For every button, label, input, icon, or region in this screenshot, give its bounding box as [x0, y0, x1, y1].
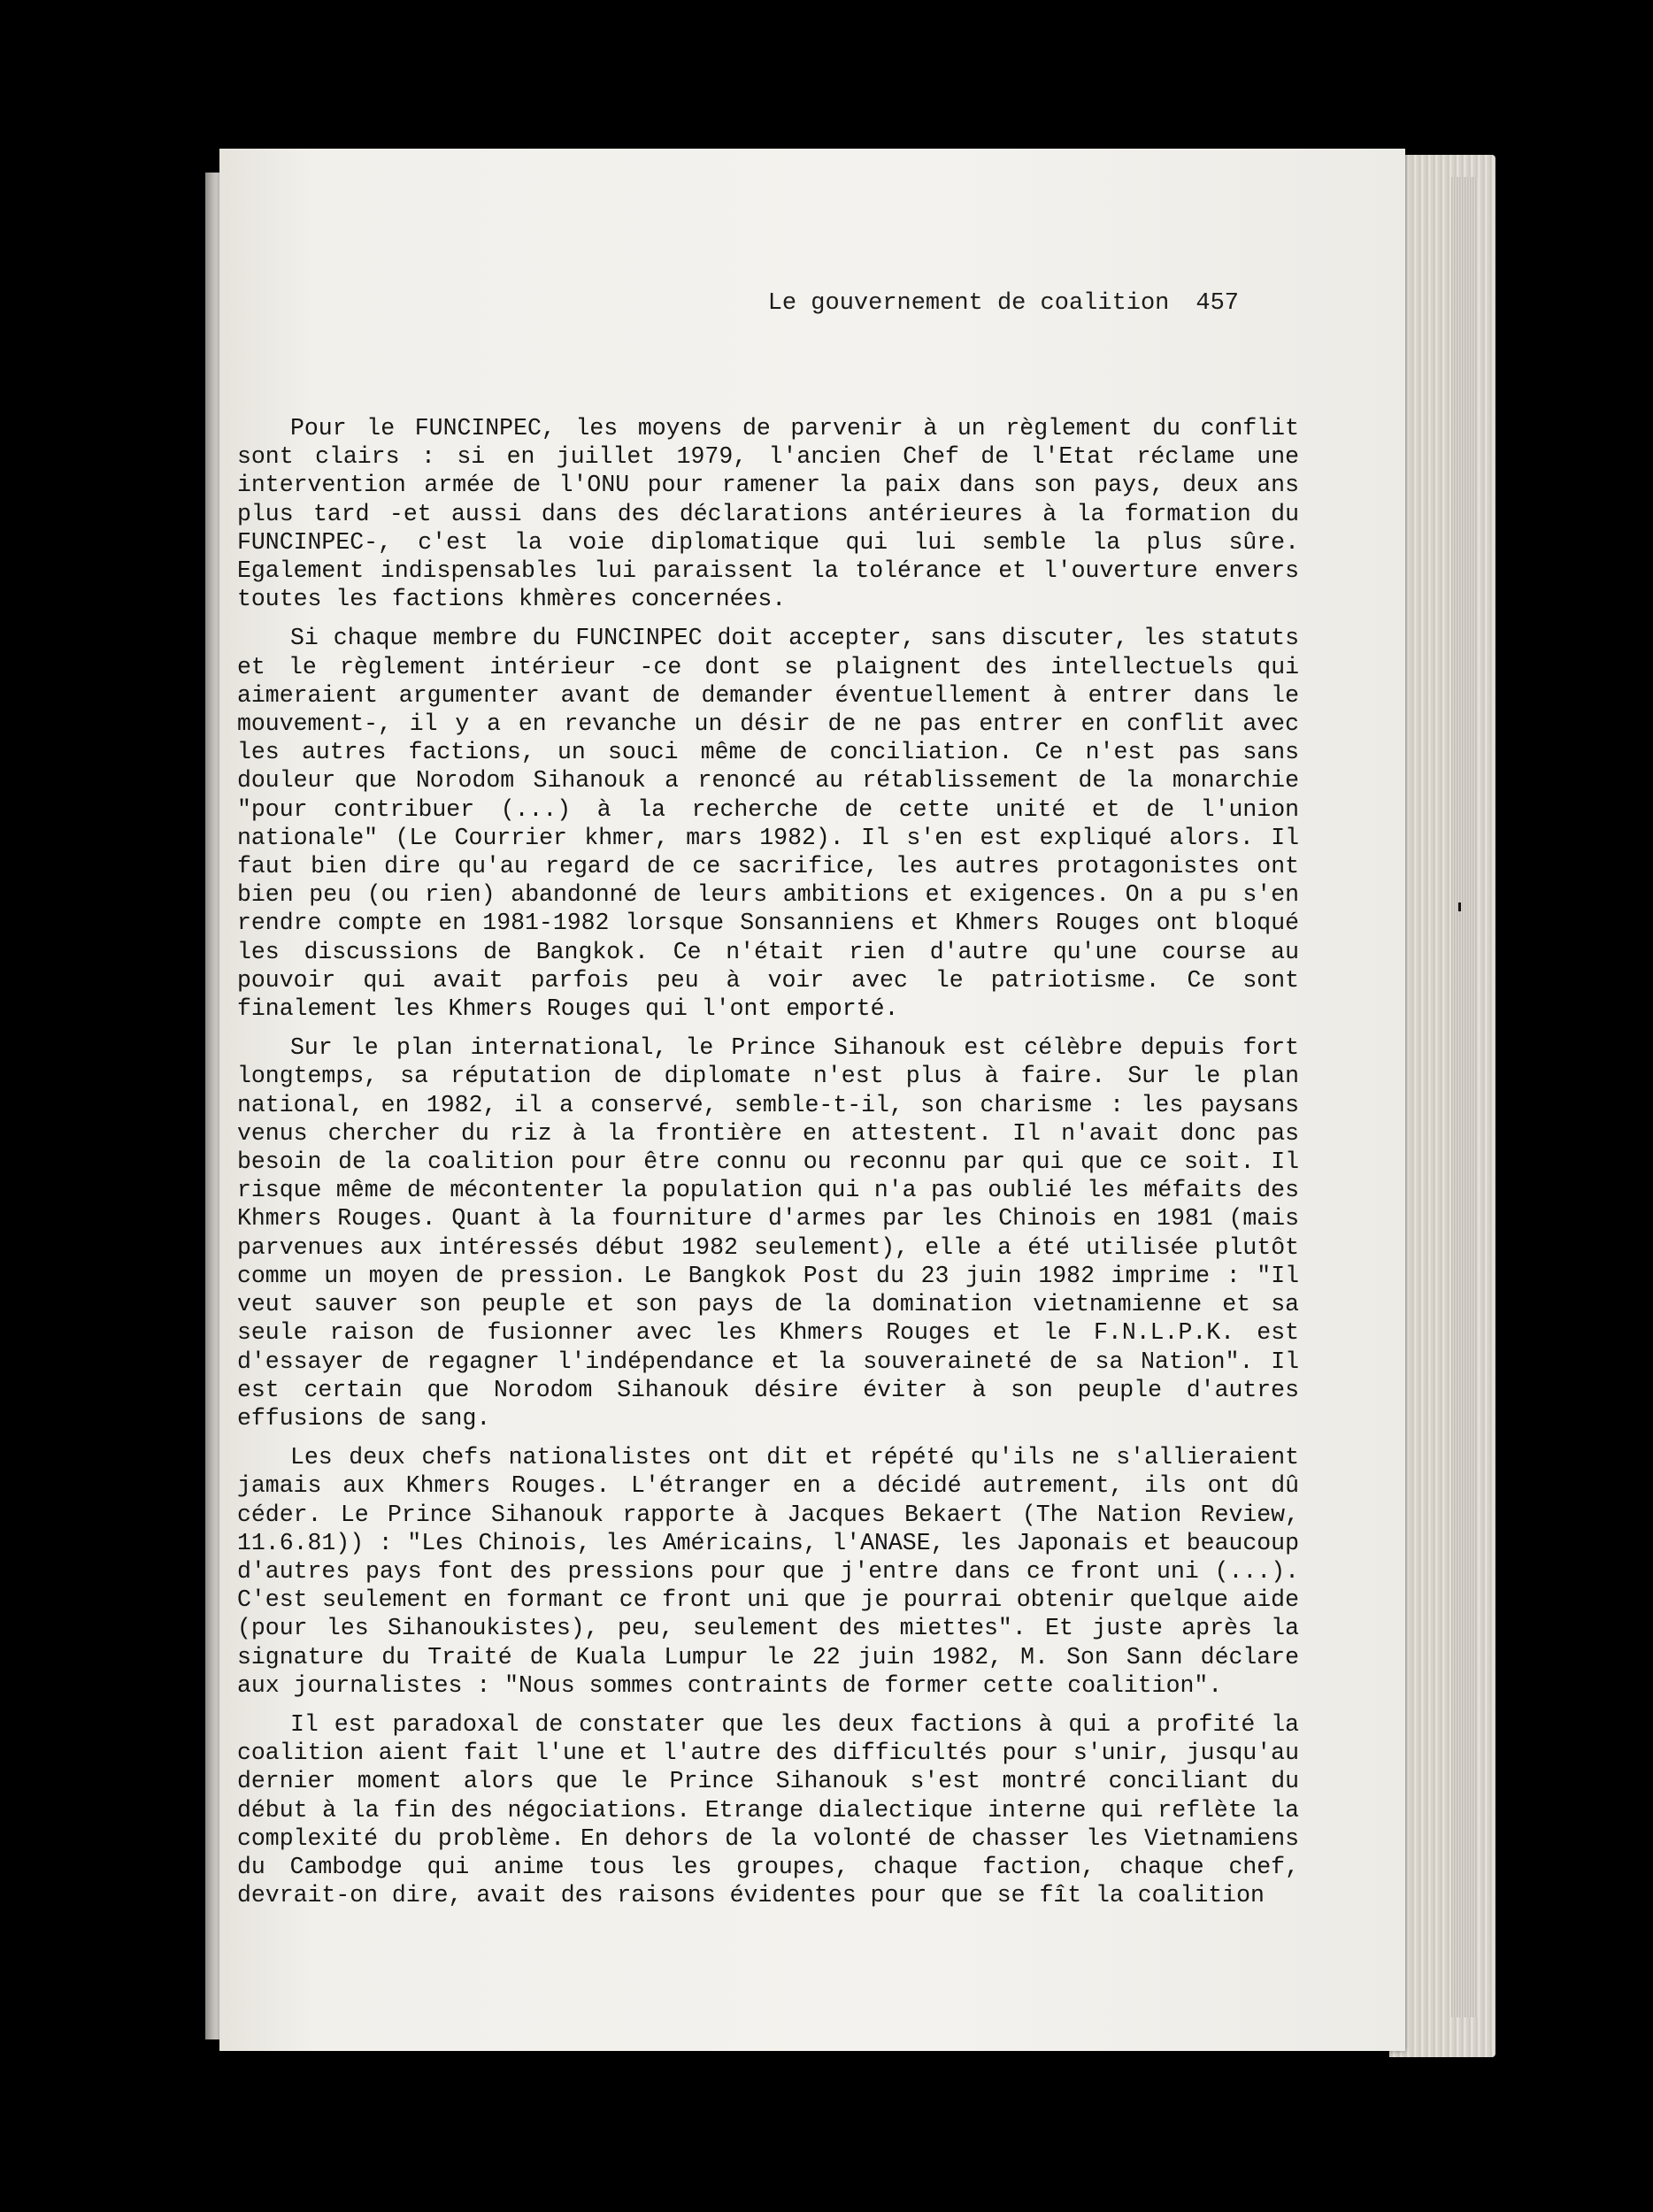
paragraph-5: Il est paradoxal de constater que les deux factions à qui a profité la coalition aient fait l'une et l'autre des difficultés pour s'unir, jusqu'au dernier moment alors que le Prince Sihanouk s'est montré conciliant du début à la fin des négociations. Etrange dialectique interne qui reflète la complexité du problème. En dehors de la volonté de chasser les Vietnamiens du Cambodge qui anime tous les groupes, chaque faction, chaque chef, devrait-on dire, avait des raisons évidentes pour que se fît la coalition [237, 1710, 1299, 1909]
page-number: 457 [1196, 290, 1239, 317]
page-edges-inner [1451, 177, 1478, 2017]
page-edges [1389, 155, 1495, 2057]
body-text [237, 414, 1299, 1909]
paragraph-4: Les deux chefs nationalistes ont dit et répété qu'ils ne s'allieraient jamais aux Khmers Rouges. L'étranger en a décidé autrement, ils ont dû céder. Le Prince Sihanouk rapporte à Jacques Bekaert (The Nation Review, 11.6.81)) : "Les Chinois, les Américains, l'ANASE, les Japonais et beaucoup d'autres pays font des pressions pour que j'entre dans ce front uni (...). C'est seulement en formant ce front uni que je pourrai obtenir quelque aide (pour les Sihanoukistes), peu, seulement des miettes". Et juste après la signature du Traité de Kuala Lumpur le 22 juin 1982, M. Son Sann déclare aux journalistes : "Nous sommes contraints de former cette coalition". [237, 1444, 1299, 1699]
paragraph-1: Pour le FUNCINPEC, les moyens de parvenir à un règlement du conflit sont clairs : si en juillet 1979, l'ancien Chef de l'Etat réclame une intervention armée de l'ONU pour ramener la paix dans son pays, deux ans plus tard -et aussi dans des déclarations antérieures à la formation du FUNCINPEC-, c'est la voie diplomatique qui lui semble la plus sûre. Egalement indispensables lui paraissent la tolérance et l'ouverture envers toutes les factions khmères concernées. [237, 415, 1299, 613]
paragraph-2: Si chaque membre du FUNCINPEC doit accepter, sans discuter, les statuts et le règlement intérieur -ce dont se plaignent des intellectuels qui aimeraient argumenter avant de demander éventuellement à entrer dans le mouvement-, il y a en revanche un désir de ne pas entrer en conflit avec les autres factions, un souci même de conciliation. Ce n'est pas sans douleur que Norodom Sihanouk a renoncé au rétablissement de la monarchie "pour contribuer (...) à la recherche de cette unité et de l'union nationale" (Le Courrier khmer, mars 1982). Il s'en est expliqué alors. Il faut bien dire qu'au regard de ce sacrifice, les autres protagonistes ont bien peu (ou rien) abandonné de leurs ambitions et exigences. On a pu s'en rendre compte en 1981-1982 lorsque Sonsanniens et Khmers Rouges ont bloqué les discussions de Bangkok. Ce n'était rien d'autre qu'une course au pouvoir qui avait parfois peu à voir avec le patriotisme. Ce sont finalement les Khmers Rouges qui l'ont emporté. [237, 625, 1299, 1023]
margin-mark [1458, 902, 1461, 911]
running-title: Le gouvernement de coalition [767, 290, 1170, 317]
running-header [219, 290, 1239, 317]
book-page [219, 149, 1405, 2051]
paragraph-3: Sur le plan international, le Prince Sihanouk est célèbre depuis fort longtemps, sa réputation de diplomate n'est plus à faire. Sur le plan national, en 1982, il a conservé, semble-t-il, son charisme : les paysans venus chercher du riz à la frontière en attestent. Il n'avait donc pas besoin de la coalition pour être connu ou reconnu par qui que ce soit. Il risque même de mécontenter la population qui n'a pas oublié les méfaits des Khmers Rouges. Quant à la fourniture d'armes par les Chinois en 1981 (mais parvenues aux intéressés début 1982 seulement), elle a été utilisée plutôt comme un moyen de pression. Le Bangkok Post du 23 juin 1982 imprime : "Il veut sauver son peuple et son pays de la domination vietnamienne et sa seule raison de fusionner avec les Khmers Rouges et le F.N.L.P.K. est d'essayer de regagner l'indépendance et la souveraineté de sa Nation". Il est certain que Norodom Sihanouk désire éviter à son peuple d'autres effusions de sang. [237, 1034, 1299, 1432]
